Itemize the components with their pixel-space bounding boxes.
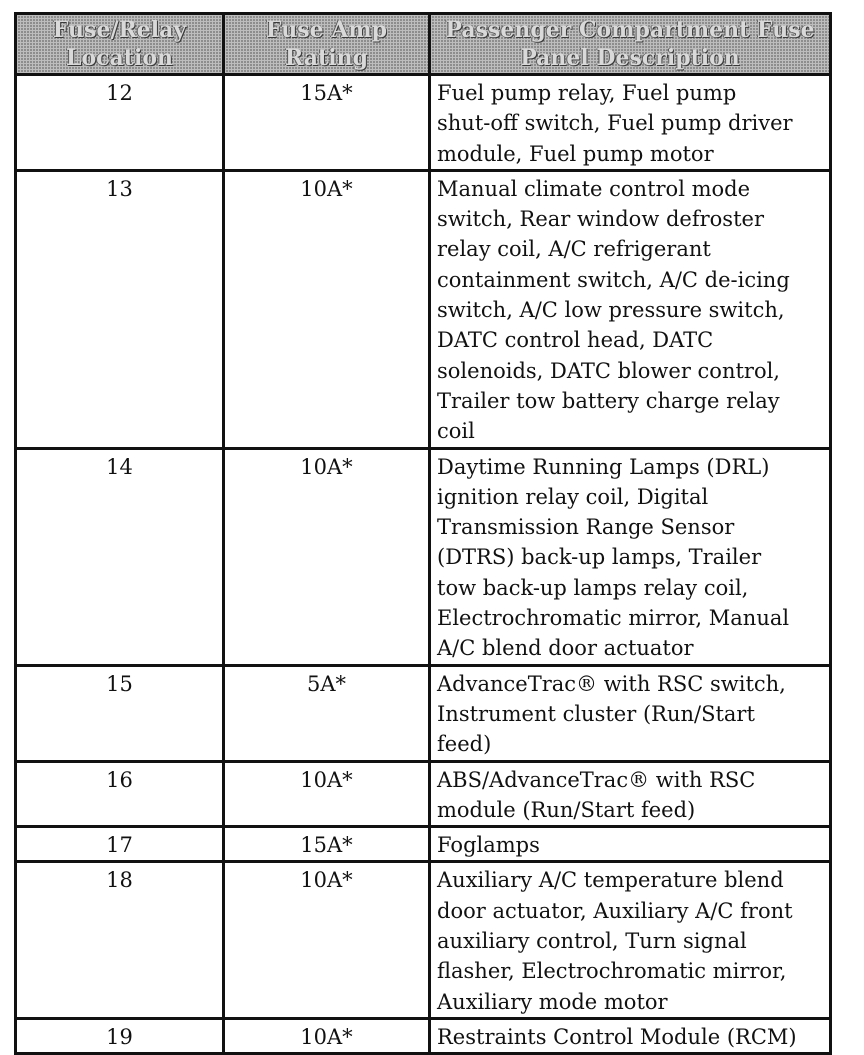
header-description-line-1: Passenger Compartment Fuse — [445, 17, 815, 43]
header-description — [430, 14, 831, 75]
fuse-rating-cell: 10A* — [224, 761, 430, 827]
fuse-description-cell — [430, 75, 831, 171]
header-location — [16, 14, 224, 75]
table-row — [16, 170, 831, 448]
description-line: Daytime Running Lamps (DRL) — [437, 454, 770, 479]
description-line: AdvanceTrac® with RSC switch, — [437, 671, 786, 696]
description-line: Electrochromatic mirror, Manual — [437, 606, 790, 631]
description-line: Auxiliary mode motor — [437, 989, 668, 1014]
fuse-rating-cell: 10A* — [224, 1018, 430, 1053]
description-line: door actuator, Auxiliary A/C front — [437, 898, 793, 923]
fuse-description-cell — [430, 1018, 831, 1053]
fuse-description-cell — [430, 827, 831, 862]
fuse-location-cell: 18 — [16, 862, 224, 1018]
fuse-location-cell: 13 — [16, 170, 224, 448]
description-line: flasher, Electrochromatic mirror, — [437, 959, 787, 984]
description-line: ABS/AdvanceTrac® with RSC — [437, 767, 756, 792]
description-line: tow back-up lamps relay coil, — [437, 575, 749, 600]
description-line: Instrument cluster (Run/Start — [437, 701, 755, 726]
fuse-location-cell: 19 — [16, 1018, 224, 1053]
fuse-location-cell: 12 — [16, 75, 224, 171]
description-line: switch, A/C low pressure switch, — [437, 298, 785, 323]
header-description-line-2: Panel Description — [520, 45, 740, 71]
description-line: relay coil, A/C refrigerant — [437, 237, 711, 262]
header-location-line-1: Fuse/Relay — [52, 17, 187, 43]
fuse-rating-cell: 15A* — [224, 827, 430, 862]
fuse-rating-cell: 10A* — [224, 170, 430, 448]
description-line: Foglamps — [437, 833, 540, 858]
fuse-location-cell: 15 — [16, 665, 224, 761]
description-line: shut-off switch, Fuel pump driver — [437, 111, 793, 136]
fuse-description-cell — [430, 862, 831, 1018]
fuse-rows — [16, 75, 831, 1054]
description-line: auxiliary control, Turn signal — [437, 929, 747, 954]
fuse-description-cell — [430, 448, 831, 665]
fuse-description-cell — [430, 665, 831, 761]
description-line: Trailer tow battery charge relay — [437, 388, 780, 413]
table-row — [16, 827, 831, 862]
table-row — [16, 862, 831, 1018]
table-row — [16, 761, 831, 827]
description-line: solenoids, DATC blower control, — [437, 358, 780, 383]
table-row — [16, 1018, 831, 1053]
fuse-location-cell: 16 — [16, 761, 224, 827]
description-line: module (Run/Start feed) — [437, 797, 696, 822]
description-line: ignition relay coil, Digital — [437, 484, 709, 509]
description-line: module, Fuel pump motor — [437, 141, 714, 166]
header-rating — [224, 14, 430, 75]
fuse-description-cell — [430, 170, 831, 448]
description-line: containment switch, A/C de-icing — [437, 267, 790, 292]
fuse-rating-cell: 15A* — [224, 75, 430, 171]
description-line: Fuel pump relay, Fuel pump — [437, 81, 737, 105]
fuse-location-cell: 17 — [16, 827, 224, 862]
fuse-location-cell: 14 — [16, 448, 224, 665]
header-location-line-2: Location — [66, 45, 173, 71]
description-line: switch, Rear window defroster — [437, 207, 764, 232]
description-line: coil — [437, 419, 475, 444]
description-line: Auxiliary A/C temperature blend — [437, 868, 784, 893]
header-row — [16, 14, 831, 75]
fuse-rating-cell: 5A* — [224, 665, 430, 761]
fuse-rating-cell: 10A* — [224, 448, 430, 665]
fuse-table — [14, 12, 832, 1055]
description-line: Transmission Range Sensor — [437, 515, 735, 540]
table-row — [16, 75, 831, 171]
description-line: Restraints Control Module (RCM) — [437, 1024, 797, 1049]
table-row — [16, 448, 831, 665]
description-line: feed) — [437, 732, 492, 757]
description-line: Manual climate control mode — [437, 176, 751, 201]
header-rating-line-1: Fuse Amp — [266, 17, 387, 43]
fuse-rating-cell: 10A* — [224, 862, 430, 1018]
description-line: DATC control head, DATC — [437, 328, 714, 353]
description-line: (DTRS) back-up lamps, Trailer — [437, 545, 762, 570]
description-line: A/C blend door actuator — [437, 636, 694, 661]
header-rating-line-2: Rating — [285, 45, 368, 71]
table-row — [16, 665, 831, 761]
fuse-description-cell — [430, 761, 831, 827]
